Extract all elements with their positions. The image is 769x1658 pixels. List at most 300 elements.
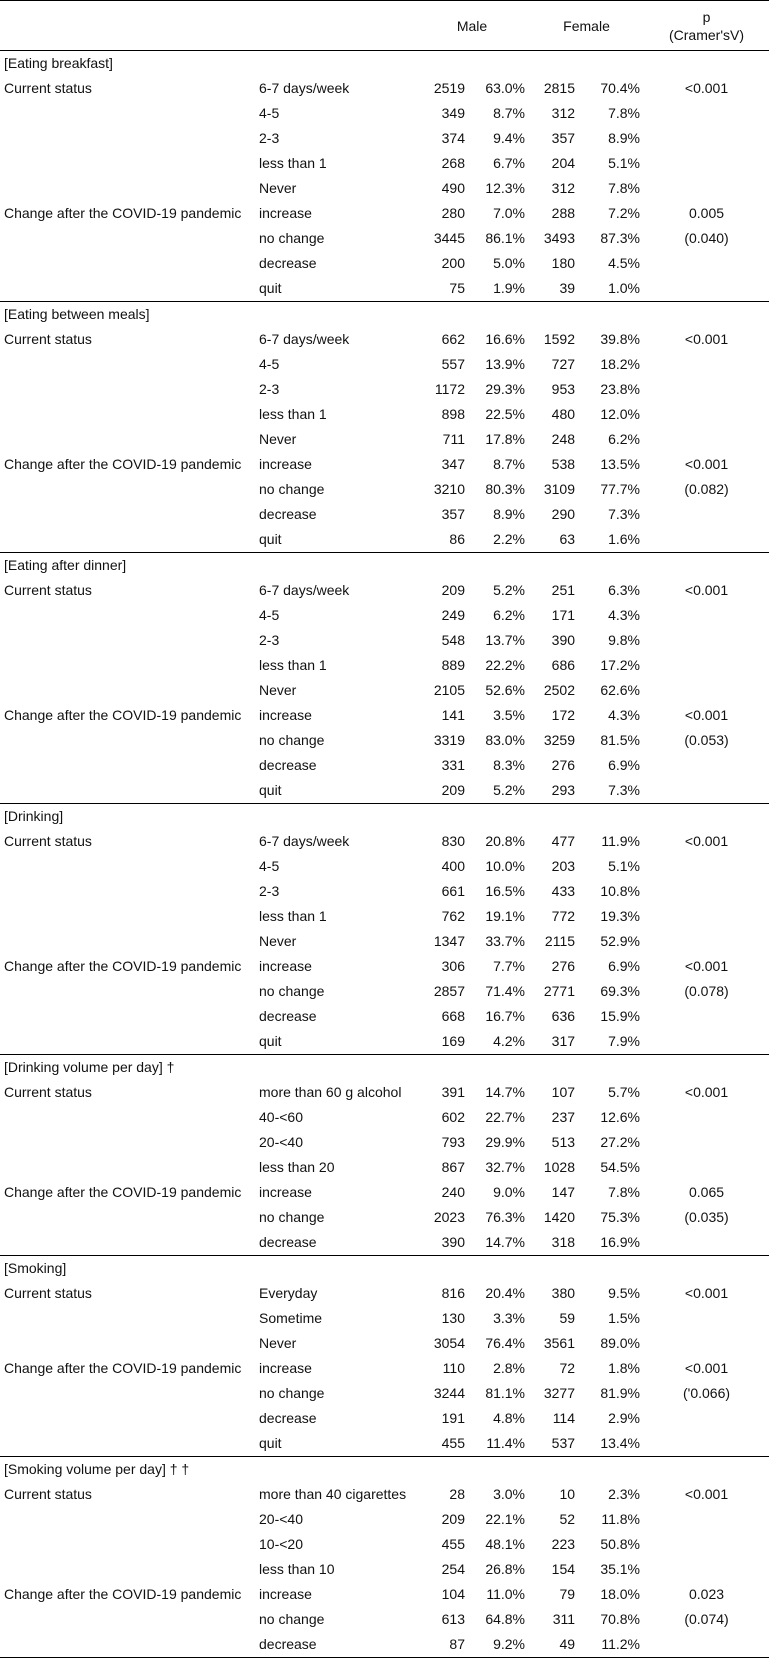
male-pct-cell bbox=[469, 804, 529, 830]
female-pct-cell bbox=[579, 553, 644, 579]
table-row bbox=[0, 377, 769, 402]
table-row bbox=[0, 653, 769, 678]
table-row bbox=[0, 954, 769, 979]
level-cell: decrease bbox=[259, 1008, 317, 1024]
male-pct-cell: 64.8% bbox=[485, 1611, 526, 1627]
level-cell: 6-7 days/week bbox=[259, 833, 350, 849]
level-cell: 2-3 bbox=[259, 883, 280, 899]
p-value-cell bbox=[644, 302, 769, 328]
male-pct-cell: 22.7% bbox=[485, 1109, 526, 1125]
level-cell bbox=[255, 1055, 415, 1081]
table-row bbox=[0, 1004, 769, 1029]
female-pct-cell: 8.9% bbox=[608, 130, 641, 146]
male-pct-cell: 3.3% bbox=[493, 1310, 526, 1326]
female-pct-cell: 4.5% bbox=[608, 255, 641, 271]
p-value-cell bbox=[644, 1230, 769, 1256]
female-n-cell: 59 bbox=[559, 1310, 576, 1326]
level-cell: increase bbox=[259, 456, 312, 472]
category-cell: Current status bbox=[4, 582, 92, 598]
female-n-cell: 237 bbox=[551, 1109, 576, 1125]
female-n-cell: 147 bbox=[551, 1184, 576, 1200]
category-cell: Current status bbox=[4, 1084, 92, 1100]
p-value-cell bbox=[644, 879, 769, 904]
p-value-cell bbox=[644, 1507, 769, 1532]
female-n-cell: 953 bbox=[551, 381, 576, 397]
male-pct-cell: 81.1% bbox=[485, 1385, 526, 1401]
category-cell: Change after the COVID-19 pandemic bbox=[4, 456, 242, 472]
category-cell bbox=[0, 879, 255, 904]
female-pct-cell bbox=[579, 51, 644, 77]
table-row bbox=[0, 728, 769, 753]
male-n-cell: 86 bbox=[415, 527, 469, 553]
p-value-cell: <0.001 bbox=[684, 80, 729, 96]
p-value-cell bbox=[644, 1431, 769, 1457]
table-row bbox=[0, 176, 769, 201]
level-cell: 10-<20 bbox=[259, 1536, 303, 1552]
male-pct-cell: 63.0% bbox=[485, 80, 526, 96]
male-n-cell: 898 bbox=[441, 406, 465, 422]
level-cell: 4-5 bbox=[259, 858, 280, 874]
category-cell bbox=[0, 1607, 255, 1632]
male-pct-cell: 14.7% bbox=[469, 1230, 529, 1256]
header-p-line1: p bbox=[702, 8, 711, 25]
female-pct-cell: 16.9% bbox=[579, 1230, 644, 1256]
level-cell: less than 1 bbox=[259, 908, 327, 924]
category-cell bbox=[0, 979, 255, 1004]
table-row bbox=[0, 1230, 769, 1256]
table-body bbox=[0, 51, 769, 1658]
table-row bbox=[0, 527, 769, 553]
table-row bbox=[0, 1607, 769, 1632]
male-pct-cell: 26.8% bbox=[485, 1561, 526, 1577]
female-pct-cell: 2.9% bbox=[608, 1410, 641, 1426]
male-n-cell: 191 bbox=[441, 1410, 465, 1426]
female-n-cell: 312 bbox=[551, 105, 576, 121]
category-cell bbox=[0, 477, 255, 502]
table-row bbox=[0, 979, 769, 1004]
level-cell: 6-7 days/week bbox=[259, 331, 350, 347]
male-n-cell: 613 bbox=[441, 1611, 465, 1627]
category-cell bbox=[0, 929, 255, 954]
male-n-cell: 400 bbox=[441, 858, 465, 874]
header-blank-level bbox=[255, 1, 415, 51]
p-value-cell bbox=[644, 553, 769, 579]
female-pct-cell: 6.9% bbox=[608, 958, 641, 974]
p-value-cell bbox=[644, 126, 769, 151]
female-n-cell: 79 bbox=[559, 1586, 576, 1602]
p-value-cell bbox=[644, 176, 769, 201]
category-cell bbox=[0, 904, 255, 929]
female-pct-cell bbox=[579, 804, 644, 830]
table-row bbox=[0, 1155, 769, 1180]
p-value-cell: (0.040) bbox=[684, 230, 729, 246]
female-pct-cell: 19.3% bbox=[600, 908, 641, 924]
male-n-cell: 867 bbox=[441, 1159, 465, 1175]
female-pct-cell: 10.8% bbox=[600, 883, 641, 899]
female-n-cell bbox=[529, 51, 579, 77]
female-n-cell: 107 bbox=[551, 1084, 576, 1100]
female-n-cell: 2115 bbox=[544, 933, 576, 949]
level-cell: less than 1 bbox=[259, 406, 327, 422]
female-n-cell: 72 bbox=[559, 1360, 576, 1376]
male-pct-cell: 17.8% bbox=[485, 431, 526, 447]
female-n-cell: 3277 bbox=[543, 1385, 576, 1401]
male-n-cell: 2519 bbox=[433, 80, 465, 96]
male-pct-cell bbox=[469, 1457, 529, 1483]
male-pct-cell: 52.6% bbox=[485, 682, 526, 698]
female-n-cell: 10 bbox=[559, 1486, 576, 1502]
male-pct-cell: 20.8% bbox=[485, 833, 526, 849]
p-value-cell: 0.005 bbox=[688, 205, 725, 221]
female-pct-cell: 11.8% bbox=[601, 1511, 641, 1527]
table-row bbox=[0, 1281, 769, 1306]
male-pct-cell: 2.2% bbox=[469, 527, 529, 553]
male-pct-cell: 71.4% bbox=[485, 983, 526, 999]
p-value-cell: <0.001 bbox=[684, 833, 729, 849]
female-n-cell: 276 bbox=[551, 757, 576, 773]
p-value-cell: <0.001 bbox=[684, 1486, 729, 1502]
male-pct-cell bbox=[469, 302, 529, 328]
female-n-cell bbox=[529, 1055, 579, 1081]
level-cell bbox=[255, 804, 415, 830]
table-row bbox=[0, 226, 769, 251]
p-value-cell bbox=[644, 1004, 769, 1029]
category-cell bbox=[0, 628, 255, 653]
category-cell bbox=[0, 603, 255, 628]
male-pct-cell: 8.7% bbox=[493, 105, 526, 121]
p-value-cell bbox=[644, 778, 769, 804]
p-value-cell bbox=[644, 251, 769, 276]
male-n-cell: 75 bbox=[415, 276, 469, 302]
level-cell: 2-3 bbox=[259, 130, 280, 146]
male-n-cell: 889 bbox=[441, 657, 465, 673]
male-pct-cell: 22.5% bbox=[485, 406, 526, 422]
female-n-cell: 203 bbox=[551, 858, 576, 874]
p-value-cell: (0.074) bbox=[684, 1611, 729, 1627]
level-cell: increase bbox=[259, 1184, 312, 1200]
p-value-cell bbox=[644, 352, 769, 377]
female-pct-cell: 5.1% bbox=[608, 155, 641, 171]
male-n-cell: 268 bbox=[441, 155, 465, 171]
female-pct-cell: 6.2% bbox=[608, 431, 641, 447]
female-pct-cell: 27.2% bbox=[600, 1134, 641, 1150]
female-n-cell: 180 bbox=[551, 255, 576, 271]
male-n-cell: 249 bbox=[441, 607, 465, 623]
female-n-cell: 248 bbox=[551, 431, 576, 447]
male-n-cell: 28 bbox=[449, 1486, 465, 1502]
level-cell: no change bbox=[259, 1611, 325, 1627]
female-pct-cell: 5.7% bbox=[608, 1084, 641, 1100]
male-n-cell: 1347 bbox=[433, 933, 465, 949]
male-pct-cell: 19.1% bbox=[485, 908, 526, 924]
male-pct-cell: 4.2% bbox=[469, 1029, 529, 1055]
male-pct-cell: 76.3% bbox=[485, 1209, 526, 1225]
female-n-cell: 52 bbox=[559, 1511, 576, 1527]
female-n-cell: 433 bbox=[551, 883, 576, 899]
table-row bbox=[0, 302, 769, 328]
level-cell: Never bbox=[259, 1335, 297, 1351]
table-row bbox=[0, 1381, 769, 1406]
table-row bbox=[0, 151, 769, 176]
male-pct-cell: 11.0% bbox=[486, 1586, 526, 1602]
female-pct-cell: 9.8% bbox=[608, 632, 641, 648]
table-row bbox=[0, 854, 769, 879]
table-row bbox=[0, 1356, 769, 1381]
table-row bbox=[0, 276, 769, 302]
table-row bbox=[0, 1029, 769, 1055]
p-value-cell bbox=[644, 1256, 769, 1282]
female-pct-cell: 13.4% bbox=[579, 1431, 644, 1457]
female-n-cell bbox=[529, 1256, 579, 1282]
category-cell bbox=[0, 854, 255, 879]
female-pct-cell: 54.5% bbox=[600, 1159, 641, 1175]
header-female: Female bbox=[529, 1, 644, 51]
male-pct-cell: 16.7% bbox=[485, 1008, 526, 1024]
category-cell: [Eating after dinner] bbox=[4, 557, 127, 573]
male-n-cell: 391 bbox=[441, 1084, 465, 1100]
female-n-cell: 480 bbox=[551, 406, 576, 422]
level-cell bbox=[255, 1256, 415, 1282]
male-pct-cell: 32.7% bbox=[485, 1159, 526, 1175]
level-cell: Sometime bbox=[259, 1310, 323, 1326]
p-value-cell bbox=[644, 1306, 769, 1331]
level-cell: Never bbox=[259, 180, 297, 196]
category-cell: Current status bbox=[4, 1285, 92, 1301]
male-n-cell bbox=[415, 51, 469, 77]
female-pct-cell: 81.5% bbox=[600, 732, 641, 748]
category-cell bbox=[0, 1557, 255, 1582]
male-pct-cell: 76.4% bbox=[485, 1335, 526, 1351]
category-cell bbox=[0, 1004, 255, 1029]
table-row bbox=[0, 1507, 769, 1532]
category-cell bbox=[0, 276, 255, 302]
male-n-cell: 374 bbox=[441, 130, 465, 146]
level-cell: quit bbox=[255, 778, 415, 804]
male-n-cell bbox=[415, 1055, 469, 1081]
table-row bbox=[0, 778, 769, 804]
male-pct-cell: 7.7% bbox=[493, 958, 526, 974]
category-cell bbox=[0, 678, 255, 703]
male-n-cell: 602 bbox=[441, 1109, 465, 1125]
category-cell bbox=[0, 402, 255, 427]
female-n-cell: 3561 bbox=[543, 1335, 576, 1351]
female-pct-cell: 1.8% bbox=[608, 1360, 641, 1376]
male-pct-cell: 9.0% bbox=[493, 1184, 526, 1200]
female-n-cell: 538 bbox=[551, 456, 576, 472]
female-n-cell bbox=[529, 553, 579, 579]
p-value-cell bbox=[644, 603, 769, 628]
male-pct-cell: 22.2% bbox=[485, 657, 526, 673]
male-n-cell: 240 bbox=[441, 1184, 465, 1200]
table-row bbox=[0, 879, 769, 904]
category-cell: [Drinking] bbox=[4, 808, 64, 824]
male-pct-cell: 3.5% bbox=[493, 707, 526, 723]
male-pct-cell: 5.0% bbox=[493, 255, 526, 271]
female-pct-cell: 69.3% bbox=[600, 983, 641, 999]
table-row bbox=[0, 51, 769, 77]
table-row bbox=[0, 1105, 769, 1130]
category-cell bbox=[0, 1632, 255, 1658]
p-value-cell bbox=[644, 753, 769, 778]
female-pct-cell: 7.2% bbox=[608, 205, 641, 221]
female-pct-cell: 18.0% bbox=[600, 1586, 641, 1602]
level-cell: Everyday bbox=[259, 1285, 318, 1301]
p-value-cell bbox=[644, 1155, 769, 1180]
female-pct-cell: 70.8% bbox=[600, 1611, 641, 1627]
category-cell bbox=[0, 377, 255, 402]
male-pct-cell bbox=[469, 553, 529, 579]
p-value-cell: ('0.066) bbox=[683, 1385, 731, 1401]
male-n-cell: 661 bbox=[441, 883, 465, 899]
p-value-cell bbox=[644, 151, 769, 176]
female-n-cell: 311 bbox=[552, 1611, 576, 1627]
female-pct-cell: 12.0% bbox=[600, 406, 641, 422]
p-value-cell bbox=[644, 402, 769, 427]
male-n-cell: 3210 bbox=[433, 481, 465, 497]
level-cell: no change bbox=[259, 1385, 325, 1401]
male-n-cell: 200 bbox=[441, 255, 465, 271]
category-cell bbox=[0, 352, 255, 377]
female-pct-cell bbox=[579, 1055, 644, 1081]
p-value-cell: 0.065 bbox=[688, 1184, 725, 1200]
male-n-cell: 548 bbox=[441, 632, 465, 648]
female-pct-cell: 89.0% bbox=[600, 1335, 641, 1351]
male-n-cell: 3319 bbox=[433, 732, 465, 748]
male-n-cell: 762 bbox=[441, 908, 465, 924]
female-n-cell: 293 bbox=[529, 778, 579, 804]
table-row bbox=[0, 251, 769, 276]
table-row bbox=[0, 829, 769, 854]
female-n-cell: 39 bbox=[529, 276, 579, 302]
table-row bbox=[0, 1306, 769, 1331]
female-pct-cell: 23.8% bbox=[600, 381, 641, 397]
level-cell: 2-3 bbox=[259, 381, 280, 397]
table-row bbox=[0, 126, 769, 151]
female-n-cell: 290 bbox=[551, 506, 576, 522]
female-pct-cell: 2.3% bbox=[608, 1486, 641, 1502]
male-n-cell: 793 bbox=[441, 1134, 465, 1150]
level-cell: quit bbox=[255, 276, 415, 302]
level-cell bbox=[255, 553, 415, 579]
table-row bbox=[0, 1406, 769, 1431]
p-value-cell: <0.001 bbox=[684, 707, 729, 723]
category-cell bbox=[0, 1155, 255, 1180]
male-pct-cell: 33.7% bbox=[485, 933, 526, 949]
female-pct-cell: 81.9% bbox=[600, 1385, 641, 1401]
p-value-cell: <0.001 bbox=[684, 1285, 729, 1301]
level-cell: decrease bbox=[259, 757, 317, 773]
male-n-cell bbox=[415, 804, 469, 830]
female-n-cell: 171 bbox=[551, 607, 576, 623]
level-cell: no change bbox=[259, 230, 325, 246]
female-n-cell: 2815 bbox=[543, 80, 576, 96]
table-row bbox=[0, 352, 769, 377]
category-cell bbox=[0, 101, 255, 126]
male-pct-cell: 4.8% bbox=[493, 1410, 526, 1426]
level-cell: more than 60 g alcohol bbox=[259, 1084, 402, 1100]
female-pct-cell: 7.3% bbox=[608, 506, 641, 522]
male-n-cell: 254 bbox=[441, 1561, 465, 1577]
female-n-cell: 1592 bbox=[543, 331, 576, 347]
female-pct-cell: 11.9% bbox=[601, 833, 641, 849]
male-pct-cell: 2.8% bbox=[493, 1360, 526, 1376]
p-value-cell bbox=[644, 276, 769, 302]
table-row bbox=[0, 327, 769, 352]
table-row bbox=[0, 1431, 769, 1457]
female-n-cell: 537 bbox=[529, 1431, 579, 1457]
female-n-cell: 172 bbox=[551, 707, 576, 723]
female-pct-cell: 15.9% bbox=[600, 1008, 641, 1024]
category-cell: [Drinking volume per day] † bbox=[4, 1059, 175, 1075]
male-n-cell: 110 bbox=[442, 1360, 465, 1376]
female-n-cell: 686 bbox=[551, 657, 576, 673]
male-n-cell: 455 bbox=[441, 1536, 465, 1552]
male-pct-cell: 22.1% bbox=[485, 1511, 526, 1527]
level-cell: decrease bbox=[255, 1632, 415, 1658]
level-cell: 6-7 days/week bbox=[259, 80, 350, 96]
p-value-cell bbox=[644, 1457, 769, 1483]
category-cell: Change after the COVID-19 pandemic bbox=[4, 1586, 242, 1602]
female-pct-cell: 77.7% bbox=[600, 481, 641, 497]
table-row bbox=[0, 477, 769, 502]
male-n-cell: 104 bbox=[441, 1586, 465, 1602]
category-cell: [Smoking] bbox=[4, 1260, 67, 1276]
female-n-cell: 204 bbox=[551, 155, 576, 171]
p-value-cell: (0.078) bbox=[684, 983, 729, 999]
level-cell: increase bbox=[259, 1360, 312, 1376]
category-cell: [Eating between meals] bbox=[4, 306, 150, 322]
level-cell: more than 40 cigarettes bbox=[259, 1486, 407, 1502]
category-cell: Change after the COVID-19 pandemic bbox=[4, 958, 242, 974]
header-p-line2: (Cramer'sV) bbox=[669, 26, 745, 43]
p-value-cell bbox=[644, 1557, 769, 1582]
table-row bbox=[0, 553, 769, 579]
male-n-cell: 490 bbox=[441, 180, 465, 196]
table-row bbox=[0, 628, 769, 653]
male-n-cell: 169 bbox=[415, 1029, 469, 1055]
category-cell: Current status bbox=[4, 1486, 92, 1502]
female-n-cell bbox=[529, 1457, 579, 1483]
level-cell: increase bbox=[259, 707, 312, 723]
female-n-cell: 318 bbox=[529, 1230, 579, 1256]
male-pct-cell: 9.4% bbox=[493, 130, 526, 146]
table-row bbox=[0, 1055, 769, 1081]
level-cell: Never bbox=[259, 431, 297, 447]
category-cell bbox=[0, 1381, 255, 1406]
male-pct-cell: 16.6% bbox=[485, 331, 526, 347]
female-n-cell bbox=[529, 804, 579, 830]
female-pct-cell: 1.0% bbox=[579, 276, 644, 302]
p-value-cell bbox=[644, 1331, 769, 1356]
male-pct-cell: 8.9% bbox=[493, 506, 526, 522]
category-cell bbox=[0, 1205, 255, 1230]
table-row bbox=[0, 578, 769, 603]
category-cell bbox=[0, 778, 255, 804]
table-row bbox=[0, 101, 769, 126]
male-n-cell: 331 bbox=[441, 757, 465, 773]
male-pct-cell: 1.9% bbox=[469, 276, 529, 302]
female-n-cell: 63 bbox=[529, 527, 579, 553]
male-pct-cell: 16.5% bbox=[485, 883, 526, 899]
female-pct-cell bbox=[579, 1457, 644, 1483]
male-n-cell: 130 bbox=[441, 1310, 465, 1326]
female-pct-cell: 6.9% bbox=[608, 757, 641, 773]
female-pct-cell: 12.6% bbox=[600, 1109, 641, 1125]
level-cell: less than 1 bbox=[259, 657, 327, 673]
level-cell: no change bbox=[259, 1209, 325, 1225]
female-pct-cell: 17.2% bbox=[600, 657, 641, 673]
category-cell bbox=[0, 527, 255, 553]
